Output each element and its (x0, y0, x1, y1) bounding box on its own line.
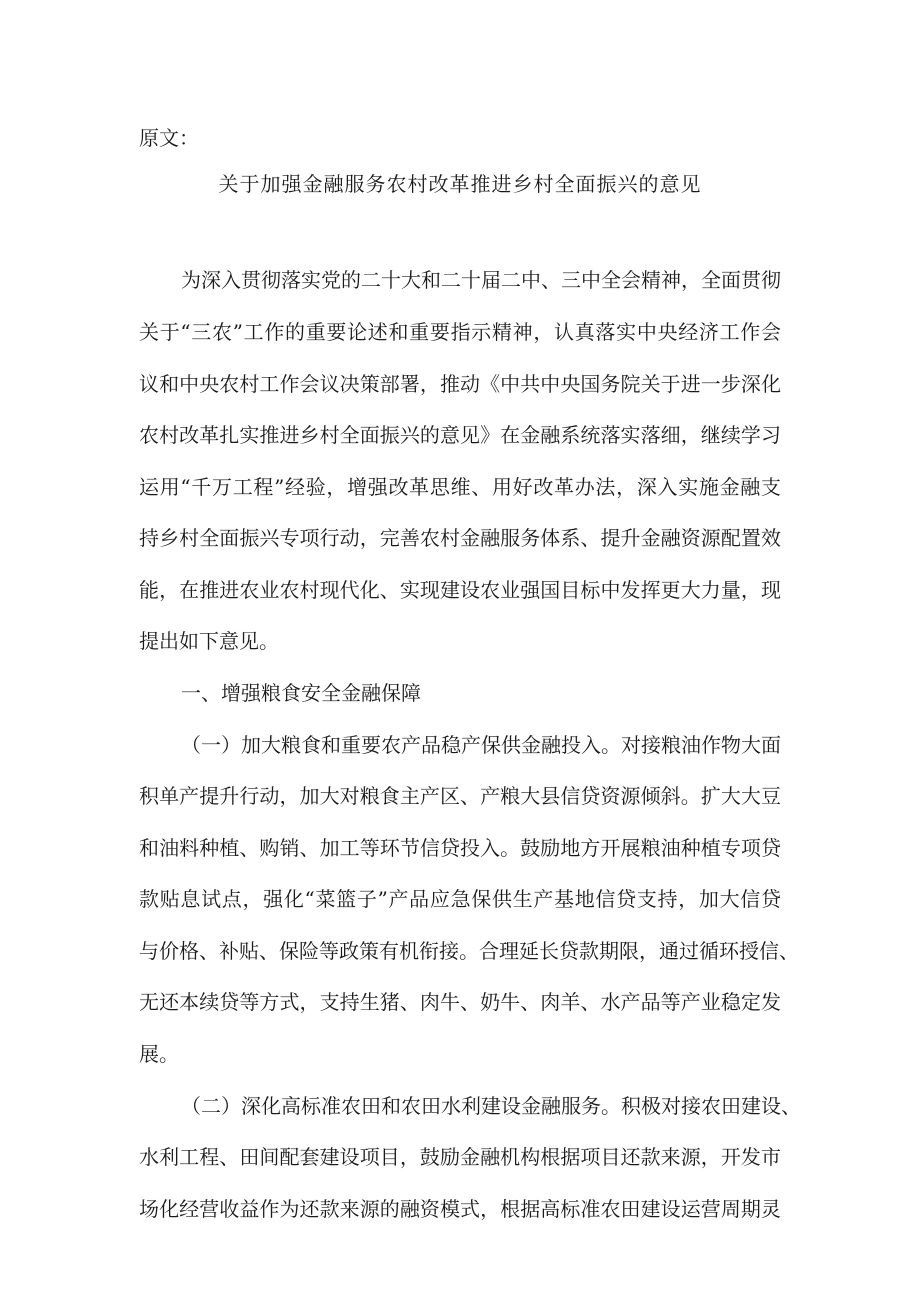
paragraph-line: 和油料种植、购销、加工等环节信贷投入。鼓励地方开展粮油种植专项贷 (139, 836, 781, 860)
document-title: 关于加强金融服务农村改革推进乡村全面振兴的意见 (218, 172, 702, 196)
paragraph-line: 款贴息试点，强化“菜篮子”产品应急保供生产基地信贷支持，加大信贷 (139, 887, 781, 911)
section-heading: 一、增强粮食安全金融保障 (181, 681, 421, 705)
paragraph-line: 提出如下意见。 (139, 629, 279, 653)
paragraph-line: 展。 (139, 1042, 179, 1066)
paragraph-line: 能，在推进农业农村现代化、实现建设农业强国目标中发挥更大力量，现 (139, 578, 781, 602)
paragraph-line: 积单产提升行动，加大对粮食主产区、产粮大县信贷资源倾斜。扩大大豆 (139, 784, 781, 808)
paragraph-line: 运用“千万工程”经验，增强改革思维、用好改革办法，深入实施金融支 (139, 475, 781, 499)
paragraph-line: 水利工程、田间配套建设项目，鼓励金融机构根据项目还款来源，开发市 (139, 1145, 781, 1169)
paragraph-line: 持乡村全面振兴专项行动，完善农村金融服务体系、提升金融资源配置效 (139, 526, 781, 550)
source-label: 原文： (139, 126, 199, 150)
paragraph-line: 关于“三农”工作的重要论述和重要指示精神，认真落实中央经济工作会 (139, 320, 781, 344)
paragraph-line: 议和中央农村工作会议决策部署，推动《中共中央国务院关于进一步深化 (139, 372, 781, 396)
paragraph-line: 为深入贯彻落实党的二十大和二十届二中、三中全会精神，全面贯彻 (181, 268, 781, 292)
paragraph-line: 农村改革扎实推进乡村全面振兴的意见》在金融系统落实落细，继续学习 (139, 423, 781, 447)
paragraph-line: 无还本续贷等方式，支持生猪、肉牛、奶牛、肉羊、水产品等产业稳定发 (139, 990, 781, 1014)
paragraph-line: 与价格、补贴、保险等政策有机衔接。合理延长贷款期限，通过循环授信、 (139, 939, 799, 963)
paragraph-line: （一）加大粮食和重要农产品稳产保供金融投入。对接粮油作物大面 (181, 733, 781, 757)
paragraph-line: （二）深化高标准农田和农田水利建设金融服务。积极对接农田建设、 (181, 1094, 801, 1118)
paragraph-line: 场化经营收益作为还款来源的融资模式，根据高标准农田建设运营周期灵 (139, 1197, 781, 1221)
